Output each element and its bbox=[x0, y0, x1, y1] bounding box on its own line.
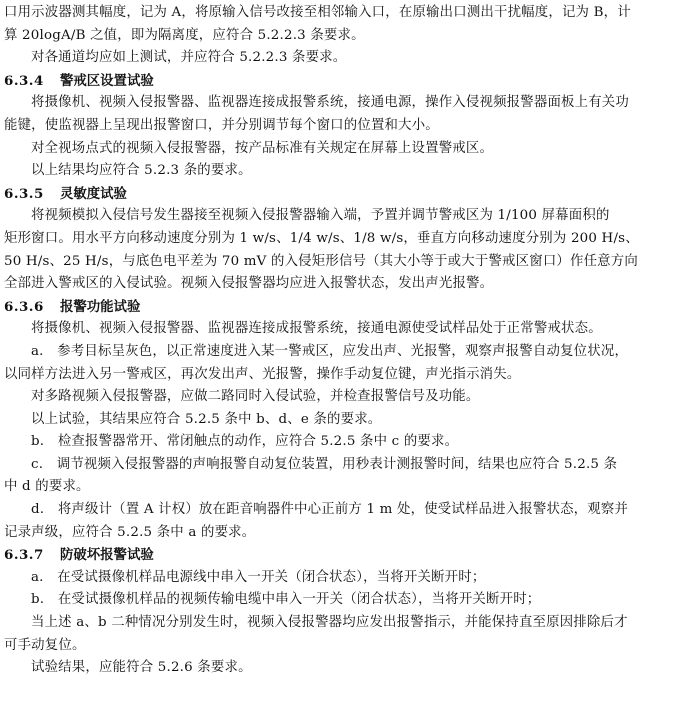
s636-item-b: b. 检查报警器常开、常闭触点的动作，应符合 5.2.5 条中 c 的要求。 bbox=[31, 434, 459, 450]
s636-item-c-line-2: 中 d 的要求。 bbox=[4, 479, 90, 495]
s636-line-2: 对多路视频入侵报警器，应做二路同时入侵试验，并检查报警信号及功能。 bbox=[31, 389, 480, 405]
s636-line-3: 以上试验，其结果应符合 5.2.5 条中 b、d、e 条的要求。 bbox=[31, 411, 382, 427]
intro-line-1: 口用示波器测其幅度，记为 A，将原输入信号改接至相邻输入口，在原输出口测出干扰幅度，记为 B，计 bbox=[4, 5, 631, 20]
s634-line-3: 对全视场点式的视频入侵报警器，按产品标准有关规定在屏幕上设置警戒区。 bbox=[31, 140, 494, 156]
section-title: 防破坏报警试验 bbox=[60, 547, 154, 564]
intro-line-2: 算 20logA/B 之值，即为隔离度，应符合 5.2.2.3 条要求。 bbox=[4, 27, 365, 43]
s637-line-2: 可手动复位。 bbox=[4, 637, 86, 653]
s636-item-c-line-1: c. 调节视频入侵报警器的声响报警自动复位装置，用秒表计测报警时间，结果也应符合 5.2.5 条 bbox=[31, 456, 618, 472]
section-6-3-4-heading bbox=[4, 70, 684, 93]
s637-line-1: 当上述 a、b 二种情况分别发生时，视频入侵报警器均应发出报警指示，并能保持直至原因排除后才 bbox=[31, 615, 628, 631]
s634-line-1: 将摄像机、视频入侵报警器、监视器连接成报警系统，接通电源，操作入侵视频报警器面板上有关功 bbox=[31, 95, 629, 111]
s635-line-3: 50 H/s、25 H/s，与底色电平差为 70 mV 的入侵矩形信号（其大小等于或大于警戒区窗口）作任意方向 bbox=[4, 253, 638, 269]
s637-item-a: a. 在受试摄像机样品电源线中串入一开关（闭合状态），当将开关断开时； bbox=[31, 569, 486, 585]
s637-item-b: b. 在受试摄像机样品的视频传输电缆中串入一开关（闭合状态），当将开关断开时； bbox=[31, 592, 541, 608]
s637-line-3: 试验结果，应能符合 5.2.6 条要求。 bbox=[31, 660, 252, 676]
s636-item-a-line-1: a. 参考目标呈灰色，以正常速度进入某一警戒区，应发出声、光报警，观察声报警自动复位状况， bbox=[31, 343, 629, 359]
section-title: 灵敏度试验 bbox=[60, 185, 127, 202]
s635-line-2: 矩形窗口。用水平方向移动速度分别为 1 w/s、1/4 w/s、1/8 w/s，垂直方向移动速度分别为 200 H/s、 bbox=[4, 230, 639, 246]
s635-line-4: 全部进入警戒区的入侵试验。视频入侵报警器均应进入报警状态，发出声光报警。 bbox=[4, 276, 494, 292]
section-title: 报警功能试验 bbox=[60, 298, 141, 315]
s636-line-1: 将摄像机、视频入侵报警器、监视器连接成报警系统，接通电源使受试样品处于正常警戒状态。 bbox=[31, 321, 602, 337]
s636-item-d-line-2: 记录声级，应符合 5.2.5 条中 a 的要求。 bbox=[4, 524, 256, 540]
s634-line-4: 以上结果均应符合 5.2.3 条的要求。 bbox=[31, 163, 252, 179]
section-title: 警戒区设置试验 bbox=[60, 72, 154, 89]
intro-line-3: 对各通道均应如上测试，并应符合 5.2.2.3 条要求。 bbox=[31, 50, 347, 66]
section-number: 6.3.6 bbox=[4, 298, 44, 315]
section-6-3-6-heading bbox=[4, 296, 684, 319]
section-number: 6.3.4 bbox=[4, 72, 44, 89]
s636-item-a-line-2: 以同样方法进入另一警戒区，再次发出声、光报警，操作手动复位键，声光指示消失。 bbox=[4, 366, 521, 382]
section-6-3-5-heading bbox=[4, 183, 684, 206]
s636-item-d-line-1: d. 将声级计（置 A 计权）放在距音响器件中心正前方 1 m 处，使受试样品进入报警状态，观察并 bbox=[31, 502, 629, 518]
section-number: 6.3.5 bbox=[4, 185, 44, 202]
section-number: 6.3.7 bbox=[4, 547, 44, 564]
s634-line-2: 能键，使监视器上呈现出报警窗口，并分别调节每个窗口的位置和大小。 bbox=[4, 117, 439, 133]
section-6-3-7-heading bbox=[4, 544, 684, 567]
s635-line-1: 将视频模拟入侵信号发生器接至视频入侵报警器输入端，予置并调节警戒区为 1/100 屏幕面积的 bbox=[31, 208, 610, 224]
